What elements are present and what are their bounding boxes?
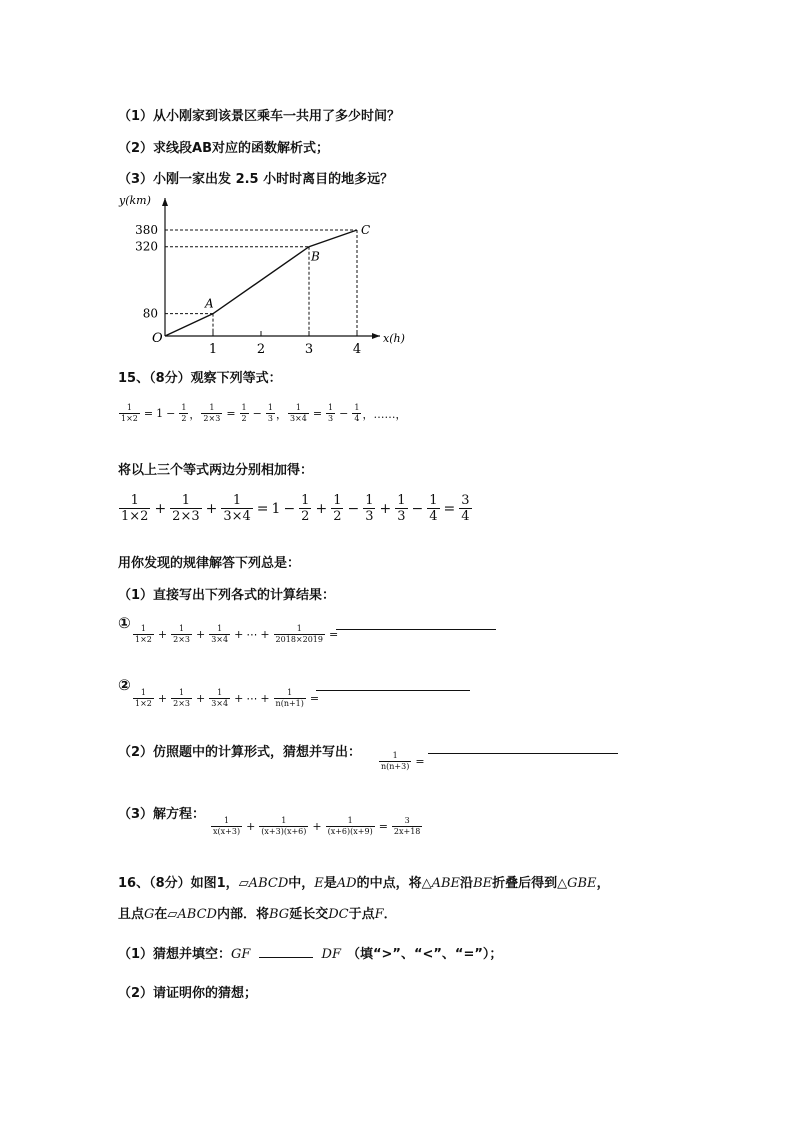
q15-item1-expression: 1 1×2 + $\frac{1}{2\times 3}$ + $\frac{1}{3\times 4}$ + ⋯ + $\frac{1}{2018\times 2019}$ = (135, 624, 339, 644)
x-axis-arrow (372, 333, 380, 339)
answer-blank-3[interactable] (428, 753, 618, 754)
x-axis-label: x(h) (383, 332, 405, 345)
numerator: 1 (126, 403, 132, 412)
distance-time-chart (110, 190, 410, 360)
denominator: 1×2 (121, 414, 138, 423)
answer-blank-1[interactable] (336, 629, 496, 630)
answer-blank-2[interactable] (316, 690, 470, 691)
x-tick-label: 1 (208, 342, 218, 357)
y-axis-arrow (162, 198, 168, 206)
q14-part2: （2）求线段AB对应的函数解析式； (118, 141, 330, 156)
y-tick-label: 380 (135, 223, 158, 237)
ellipsis: ，……， (362, 407, 407, 421)
fraction (119, 403, 140, 424)
circle-two-marker: ② (118, 676, 131, 694)
circle-one-marker: ① (118, 614, 131, 632)
series-line (165, 230, 357, 336)
y-tick-label: 80 (142, 306, 158, 321)
point-label-a: A (205, 296, 214, 311)
y-axis-label: y(km) (119, 194, 151, 207)
q15-part3: （3）解方程： (118, 807, 206, 822)
q15-sum-intro: 将以上三个等式两边分别相加得： (118, 463, 314, 478)
x-tick-label: 3 (304, 342, 314, 357)
q15-sum-equation: 1 1×2 + $\frac{1}{2\times 3}$ + $\frac{1}{3\times 4}$ = 1 − $\frac{1}{2}$ + $\frac{1}{2}$ − $\frac{1}{3}$ + $\frac{1}{3}$ − $\frac{1}{4}$ = $\frac{3}{4}$ (121, 493, 470, 524)
y-tick-label: 320 (135, 239, 158, 254)
q15-guess-expression: $\frac{1}{n(n+3)}$ = (381, 751, 425, 771)
q14-part3: （3）小刚一家出发 2.5 小时时离目的地多远？ (118, 172, 394, 187)
fraction: $\frac{1}{2}$ (181, 403, 187, 423)
q15-item2-expression: 1 1×2 + $\frac{1}{2\times 3}$ + $\frac{1}{3\times 4}$ + ⋯ + $\frac{1}{n(n+1)}$ = (135, 688, 320, 708)
q16-part1: （1）猜想并填空：GF DF （填“>”、“<”、“=”）； (118, 947, 503, 962)
fraction: $\frac{1}{2\times 3}$ (203, 403, 221, 423)
q15-part2: （2）仿照题中的计算形式，猜想并写出： (118, 745, 362, 760)
q14-part1: （1）从小刚家到该景区乘车一共用了多少时间？ (118, 109, 401, 124)
origin-label: O (152, 331, 163, 346)
q15-equation: 1 x(x+3) + $\frac{1}{(x+3)(x+6)}$ + $\frac{1}{(x+6)(x+9)}$ = $\frac{3}{2x+18}$ (213, 816, 421, 836)
answer-blank-4[interactable] (259, 957, 313, 958)
x-tick-label: 4 (352, 342, 362, 357)
q16-line1: 16、（8分）如图1，▱ABCD中，E是AD的中点，将△ABE沿BE折叠后得到△GBE， (118, 876, 610, 891)
point-label-b: B (311, 249, 320, 264)
x-tick-label: 2 (256, 342, 266, 357)
q15-rule: 用你发现的规律解答下列总是： (118, 556, 301, 571)
q16-part2: （2）请证明你的猜想； (118, 986, 258, 1001)
q15-heading: 15、（8分）观察下列等式： (118, 371, 282, 386)
q15-part1: （1）直接写出下列各式的计算结果： (118, 588, 336, 603)
point-label-c: C (361, 223, 371, 237)
comma: ， (189, 407, 201, 421)
q15-equalities-row: $\frac{1}{1\times 2}$ = 1 − $\frac{1}{2}$ ， $\frac{1}{2\times 3}$ = $\frac{1}{2}$ − $\frac{1}{3}$ ， $\frac{1}{3\times 4}$ = $\frac{1}{3}$ − $\frac{1}{4}$ ，……， (121, 403, 407, 423)
q16-line2: 且点G在▱ABCD内部．将BG延长交DC于点F． (118, 907, 397, 922)
